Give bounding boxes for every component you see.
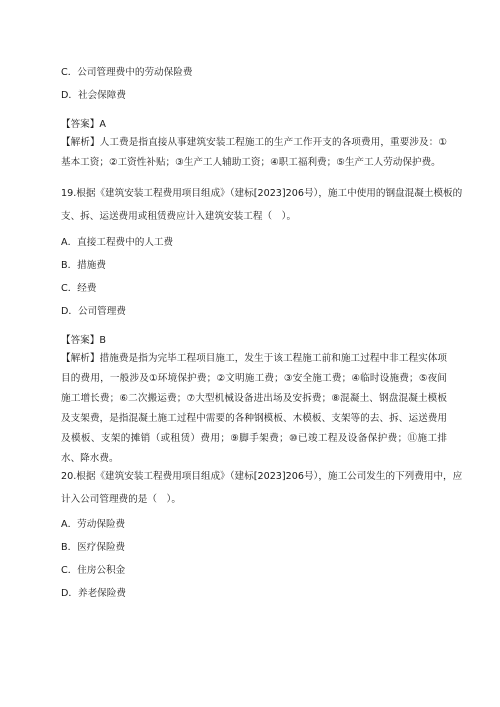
q20-option-b: B．医疗保险费 [61, 542, 126, 553]
q20-stem-line1: 20.根据《建筑安装工程费用项目组成》（建标[2023]206号），施工公司发生的下列费用中，应 [61, 471, 463, 482]
q20-option-a: A．劳动保险费 [61, 519, 126, 530]
q19-option-d: D．公司管理费 [61, 306, 126, 317]
q18-option-d: D．社会保障费 [61, 90, 126, 101]
q19-option-b: B．措施费 [61, 260, 106, 271]
q19-option-c: C．经费 [61, 283, 97, 294]
q19-answer: 【答案】B [61, 335, 106, 346]
q20-stem-line2: 计入公司管理费的是（ ）。 [61, 494, 181, 505]
q18-answer: 【答案】A [61, 119, 106, 130]
q19-stem-line2: 支、拆、运送费用或租赁费应计入建筑安装工程（ ）。 [61, 211, 297, 222]
q18-analysis: 【解析】人工费是指直接从事建筑安装工程施工的生产工作开支的各项费用，重要涉及：①基本工资；②工资性补贴；③生产工人辅助工资；④职工福利费；⑤生产工人劳动保护费。 [61, 137, 447, 168]
q18-option-c: C．公司管理费中的劳动保险费 [61, 67, 193, 78]
q20-option-d: D．养老保险费 [61, 588, 126, 599]
q19-option-a: A．直接工程费中的人工费 [61, 237, 174, 248]
q19-stem-line1: 19.根据《建筑安装工程费用项目组成》（建标[2023]206号），施工中使用的钢盘混凝土模板的 [61, 188, 463, 199]
q19-analysis: 【解析】措施费是指为完毕工程项目施工，发生于该工程施工前和施工过程中非工程实体项目的费用，一般涉及①环境保护费；②文明施工费；③安全施工费；④临时设施费；⑤夜间施工增长费；⑥二次搬运费；⑦大型机械设备进出场及安拆费；⑧混凝土、钢盘混凝土模板及支架费，是指混凝土施工过程中需要的各种钢模板、木模板、支架等的去、拆、运送费用及模板、支架的摊销（或租赁）费用；⑨脚手架费；⑩已竣工程及设备保护费；⑪施工排水、降水费。 [61, 353, 447, 464]
q20-option-c: C．住房公积金 [61, 565, 126, 576]
